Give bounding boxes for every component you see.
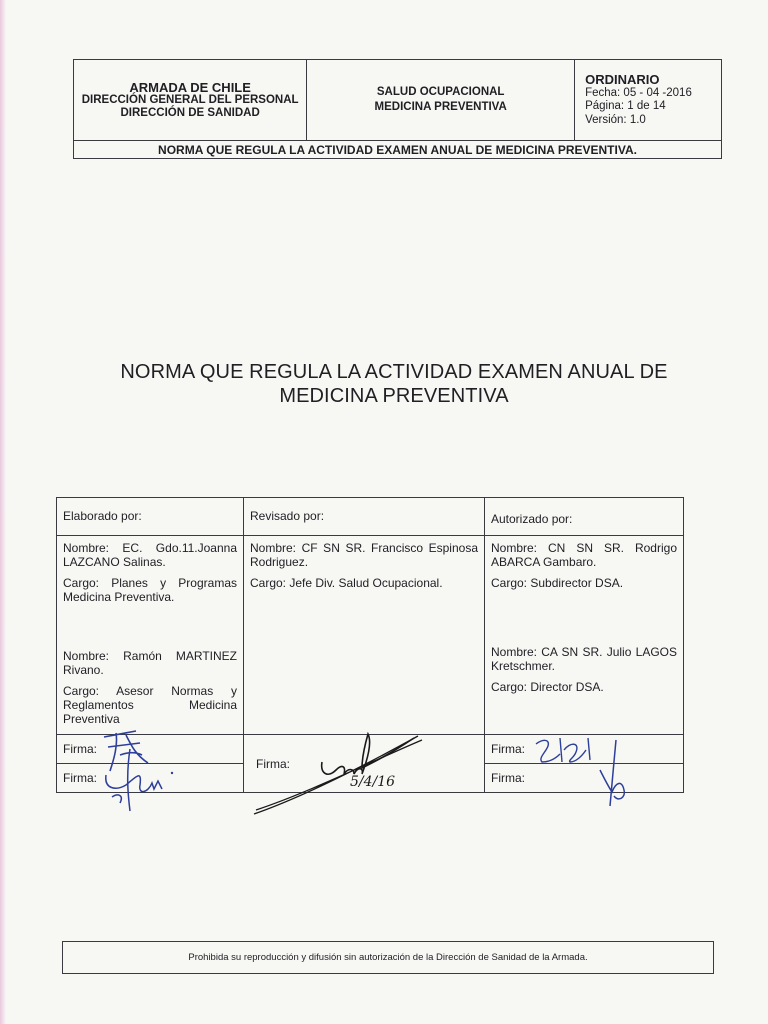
org-line3: DIRECCIÓN DE SANIDAD <box>120 106 260 119</box>
firma-row-1 <box>57 735 243 764</box>
elaborado-name-1: Nombre: EC. Gdo.11.Joanna LAZCANO Salinas. <box>63 541 237 569</box>
revisado-firma-cell <box>244 735 485 793</box>
autorizado-cargo-2: Cargo: Director DSA. <box>491 680 604 694</box>
main-title-line2: MEDICINA PREVENTIVA <box>279 385 509 407</box>
header-organization <box>74 60 307 141</box>
autorizado-name-1: Nombre: CN SN SR. Rodrigo ABARCA Gambaro. <box>491 541 677 569</box>
autorizado-name-2: Nombre: CA SN SR. Julio LAGOS Kretschmer. <box>491 645 677 673</box>
header-area <box>307 60 575 141</box>
revisado-cargo: Cargo: Jefe Div. Salud Ocupacional. <box>250 576 443 590</box>
firma-label: Firma: <box>63 742 97 756</box>
firma-label: Firma: <box>491 742 525 756</box>
revisado-name: Nombre: CF SN SR. Francisco Espinosa Rodriguez. <box>250 541 478 569</box>
area-line2: MEDICINA PREVENTIVA <box>374 101 507 113</box>
header-doc-info <box>575 60 722 141</box>
autorizado-firma-cell <box>485 735 684 793</box>
firma-row-1 <box>485 735 683 764</box>
handwritten-date: 5/4/16 <box>350 774 396 790</box>
area-line1: SALUD OCUPACIONAL <box>376 86 505 98</box>
firma-label: Firma: <box>256 756 290 771</box>
firma-row-2 <box>57 764 243 792</box>
main-title <box>94 360 694 408</box>
elaborado-firma-cell <box>57 735 244 793</box>
doc-type: ORDINARIO <box>585 72 660 87</box>
org-line1: ARMADA DE CHILE <box>129 79 251 95</box>
firma-row-2 <box>485 764 683 792</box>
signature-table <box>56 497 683 793</box>
autorizado-cargo-1: Cargo: Subdirector DSA. <box>491 576 624 590</box>
doc-date: Fecha: 05 - 04 -2016 <box>585 86 692 99</box>
firma-label: Firma: <box>63 771 97 785</box>
firma-label: Firma: <box>491 771 525 785</box>
header-autorizado: Autorizado por: <box>485 498 684 536</box>
document-header <box>73 59 722 158</box>
main-title-line1: NORMA QUE REGULA LA ACTIVIDAD EXAMEN ANUAL DE <box>120 361 668 383</box>
header-elaborado: Elaborado por: <box>57 498 244 536</box>
revisado-details <box>244 536 485 735</box>
elaborado-details <box>57 536 244 735</box>
page-edge <box>0 0 6 1024</box>
doc-page: Página: 1 de 14 <box>585 100 666 112</box>
footer-notice: Prohibida su reproducción y difusión sin autorización de la Dirección de Sanidad de la Armada. <box>62 941 714 974</box>
elaborado-cargo-2: Cargo: Asesor Normas y Reglamentos Medicina Preventiva <box>63 684 237 726</box>
doc-version: Versión: 1.0 <box>585 113 646 126</box>
org-line2: DIRECCIÓN GENERAL DEL PERSONAL <box>81 93 299 106</box>
autorizado-details <box>485 536 684 735</box>
elaborado-name-2: Nombre: Ramón MARTINEZ Rivano. <box>63 649 237 677</box>
header-norma-title: NORMA QUE REGULA LA ACTIVIDAD EXAMEN ANUAL DE MEDICINA PREVENTIVA. <box>74 141 722 159</box>
header-revisado: Revisado por: <box>244 498 485 536</box>
elaborado-cargo-1: Cargo: Planes y Programas Medicina Preventiva. <box>63 576 237 604</box>
